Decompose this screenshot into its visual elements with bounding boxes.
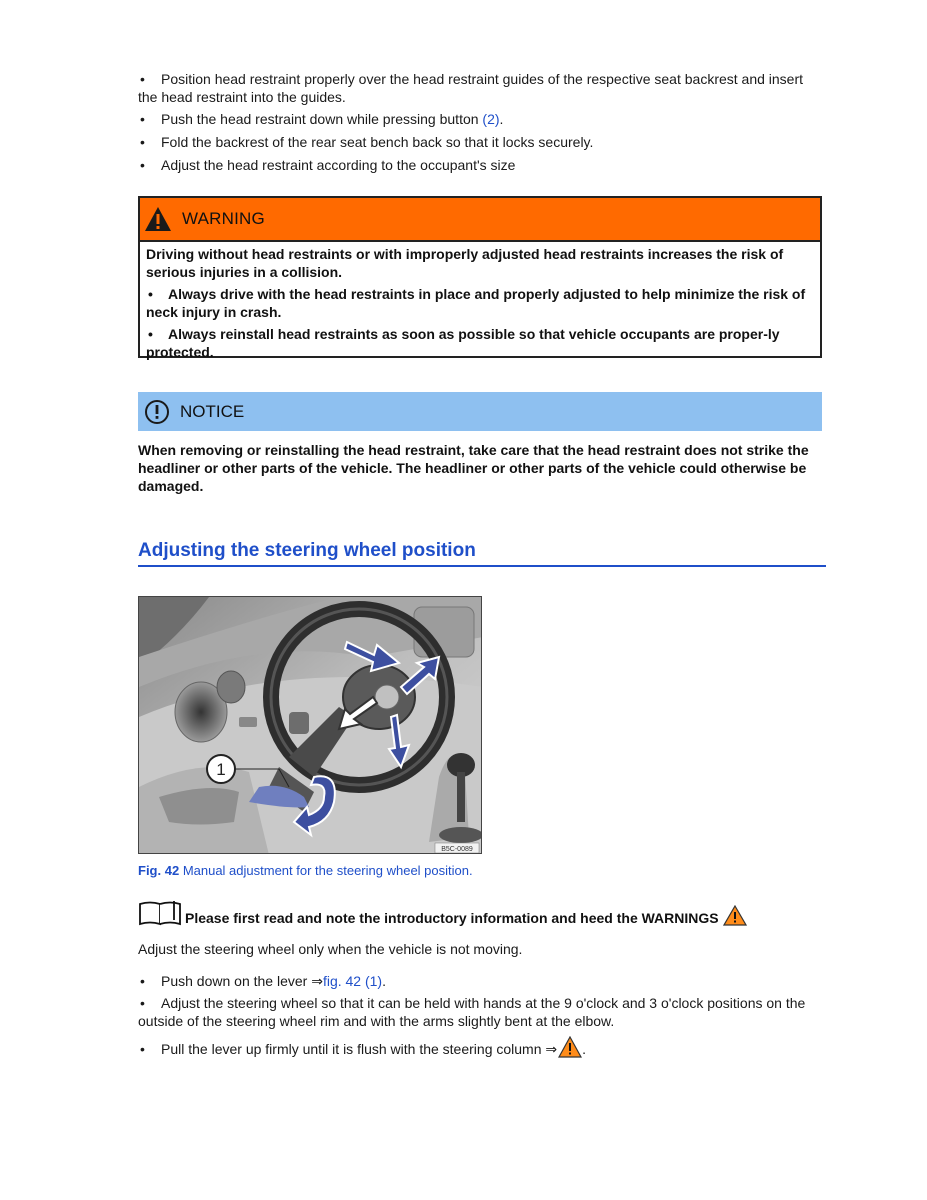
list-item: • Pull the lever up firmly until it is flush with the steering column ⇒ . xyxy=(138,1036,822,1058)
book-icon xyxy=(138,900,184,926)
notice-circle-icon xyxy=(144,399,170,425)
figure-ref-link[interactable]: fig. 42 (1) xyxy=(322,973,383,989)
figure-caption xyxy=(138,863,473,878)
list-item: • Adjust the steering wheel so that it can be held with hands at the 9 o'clock and 3 o'clock positions on the outside of the steering wheel rim and with the arms slightly bent at the elbow. xyxy=(138,995,806,1029)
list-item: • Push the head restraint down while pressing button (2). xyxy=(140,111,504,127)
warning-header xyxy=(140,198,820,242)
list-item-text: Adjust the steering wheel so that it can be held with hands at the 9 o'clock and 3 o'clock positions on the outside of the steering wheel rim and with the arms slightly bent at the elbow. xyxy=(138,995,806,1029)
list-item-punct: . xyxy=(499,111,504,127)
list-item-text: Push down on the lever ⇒ xyxy=(161,973,323,989)
list-item-text: Fold the backrest of the rear seat bench back so that it locks securely. xyxy=(161,134,594,150)
notice-title: NOTICE xyxy=(180,401,245,421)
warning-intro: Driving without head restraints or with improperly adjusted head restraints increases the risk of serious injuries in a collision. xyxy=(146,246,784,280)
intro-line xyxy=(138,900,747,926)
paragraph: Adjust the steering wheel only when the vehicle is not moving. xyxy=(138,941,523,957)
list-item-punct: . xyxy=(582,1041,587,1057)
button-ref-link[interactable]: (2) xyxy=(482,111,500,127)
list-item-text: Push the head restraint down while pressing button xyxy=(161,111,483,127)
list-item: • Push down on the lever ⇒fig. 42 (1). xyxy=(140,973,386,989)
list-item-text: Position head restraint properly over the head restraint guides of the respective seat backrest and insert the head restraint into the guides. xyxy=(138,71,804,105)
warning-title: WARNING xyxy=(182,209,265,228)
list-item: • Fold the backrest of the rear seat bench back so that it locks securely. xyxy=(140,134,594,150)
warning-bullet-text: Always reinstall head restraints as soon as possible so that vehicle occupants are proper-ly protected. xyxy=(146,326,780,360)
steering-wheel-figure xyxy=(138,596,482,854)
warning-body xyxy=(140,242,820,368)
intro-text: Please first read and note the introductory information and heed the WARNINGS xyxy=(185,910,719,926)
warning-bullet-text: Always drive with the head restraints in place and properly adjusted to help minimize the risk of neck injury in crash. xyxy=(146,286,806,320)
notice-header xyxy=(138,392,822,431)
list-item-text: Adjust the head restraint according to the occupant's size xyxy=(161,157,516,173)
figure-caption-label: Fig. 42 xyxy=(138,863,180,878)
section-title: Adjusting the steering wheel position xyxy=(138,540,826,567)
warning-box xyxy=(138,196,822,358)
list-item-punct: . xyxy=(382,973,386,989)
warning-bullet: • Always reinstall head restraints as soon as possible so that vehicle occupants are proper-ly protected. xyxy=(146,326,780,360)
warning-triangle-icon[interactable] xyxy=(558,1036,582,1058)
figure-code: B5C-0089 xyxy=(441,846,473,853)
warning-bullet: • Always drive with the head restraints in place and properly adjusted to help minimize the risk of neck injury in crash. xyxy=(146,286,806,320)
list-item: • Position head restraint properly over the head restraint guides of the respective seat backrest and insert the head restraint into the guides. xyxy=(138,71,804,105)
warning-triangle-icon[interactable] xyxy=(723,905,747,926)
warning-triangle-icon xyxy=(144,206,172,232)
notice-text: When removing or reinstalling the head restraint, take care that the head restraint does not strike the headliner or other parts of the vehicle. The headliner or other parts of the vehicle could otherwise be damaged. xyxy=(138,442,809,494)
list-item-text: Pull the lever up firmly until it is flush with the steering column ⇒ xyxy=(161,1041,558,1057)
steering-wheel-illustration xyxy=(139,597,482,854)
figure-caption-text: Manual adjustment for the steering wheel position. xyxy=(182,863,473,878)
list-item: • Adjust the head restraint according to the occupant's size xyxy=(140,157,516,173)
callout-number: 1 xyxy=(216,760,226,779)
